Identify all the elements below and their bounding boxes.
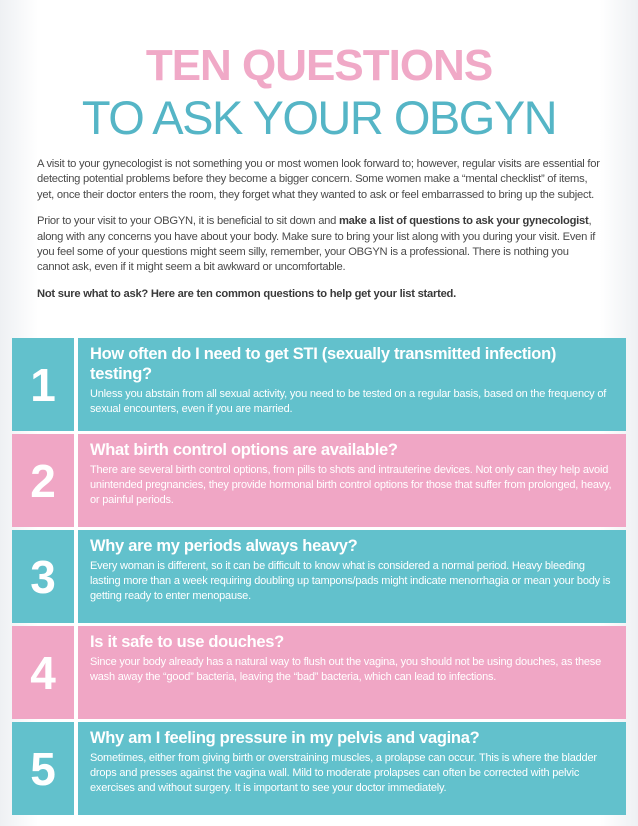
question-body-4 [78, 626, 626, 719]
question-answer-3: Every woman is different, so it can be difficult to know what is considered a normal period. Heavy bleeding lasting more than a week requiring doubling up tampons/pads might indicate menorrhagia or mean your body is getting ready to enter menopause. [90, 560, 611, 603]
intro-p2-start: Prior to your visit to your OBGYN, it is beneficial to sit down and [37, 215, 339, 228]
intro-paragraph-2 [37, 214, 603, 276]
question-title-2: What birth control options are available? [90, 441, 398, 459]
intro-p2-end: , along with any concerns you have about your body. Make sure to bring your list along with you during your visit. Even if you feel some of your questions might seem silly, remember, your OBGYN is a professional. There is nothing you cannot ask, even if it might seem a bit awkward or uncomfortable. [37, 215, 596, 274]
question-answer-1: Unless you abstain from all sexual activity, you need to be tested on a regular basis, based on the frequency of sexual encounters, even if you are married. [90, 388, 607, 416]
question-answer-5: Sometimes, either from giving birth or overstraining muscles, a prolapse can occur. This is where the bladder drops and presses against the vagina wall. Mild to moderate prolapses can often be corrected with pelvic exercises and without surgery. It is important to see your doctor immediately. [90, 752, 597, 795]
question-number-3: 3 [30, 550, 56, 603]
intro-call-to-action: Not sure what to ask? Here are ten common questions to help get your list started. [37, 287, 457, 300]
intro-text [37, 157, 603, 313]
question-row-3 [12, 530, 626, 623]
question-body-2 [78, 434, 626, 527]
question-row-4 [12, 626, 626, 719]
question-answer-2: There are several birth control options, from pills to shots and intrauterine devices. Not only can they help avoid unintended pregnancies, they provide hormonal birth control options for those that suffer from prolonged, heavy, or painful periods. [90, 464, 612, 507]
intro-paragraph-1: A visit to your gynecologist is not something you or most women look forward to; however, regular visits are essential for detecting potential problems before they become a bigger concern. Some women make a “mental checklist” of items, yet, once their doctor enters the room, they forget what they wanted to ask or feel embarrassed to bring up the subject. [37, 158, 600, 201]
question-body-3 [78, 530, 626, 623]
question-number-2: 2 [30, 454, 56, 507]
question-row-2 [12, 434, 626, 527]
question-title-1: How often do I need to get STI (sexually transmitted infection) testing? [90, 345, 557, 383]
question-number-5: 5 [30, 742, 56, 795]
page-title-line-2: TO ASK YOUR OBGYN [81, 91, 557, 144]
question-number-1: 1 [30, 358, 56, 411]
question-body-1 [78, 338, 626, 431]
question-row-5 [12, 722, 626, 815]
question-body-5 [78, 722, 626, 815]
intro-p2-bold: make a list of questions to ask your gynecologist [338, 215, 589, 228]
question-title-5: Why am I feeling pressure in my pelvis and vagina? [90, 729, 480, 747]
question-answer-4: Since your body already has a natural way to flush out the vagina, you should not be using douches, as these wash away the “good” bacteria, leaving the “bad” bacteria, which can lead to infections. [90, 656, 602, 684]
question-title-3: Why are my periods always heavy? [90, 537, 358, 555]
question-row-1 [12, 338, 626, 431]
question-number-4: 4 [30, 646, 56, 699]
question-title-4: Is it safe to use douches? [90, 633, 284, 651]
page-title-line-1: TEN QUESTIONS [145, 41, 493, 90]
